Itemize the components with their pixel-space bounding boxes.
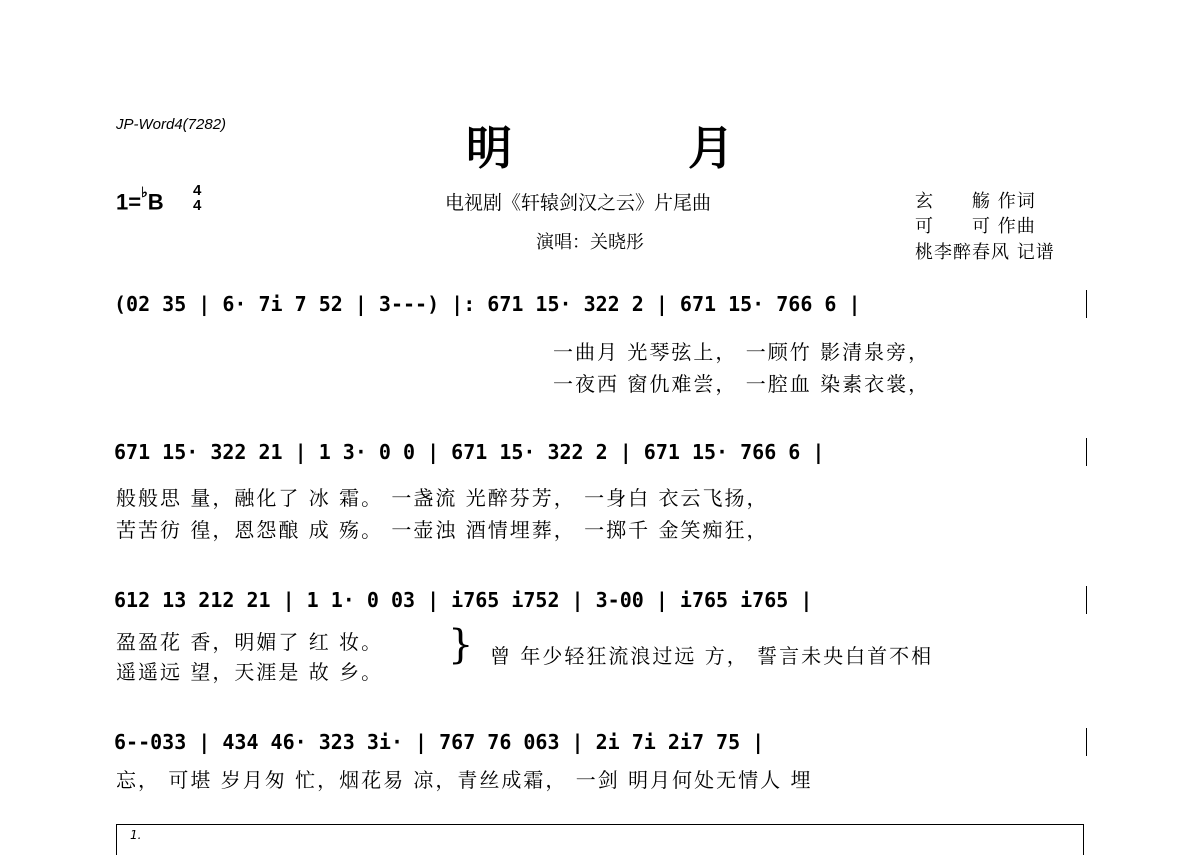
time-signature: 4 4 bbox=[193, 182, 202, 214]
software-label: JP-Word4(7282) bbox=[116, 116, 227, 133]
notes-line-2: 671 15· 322 21 | 1 3· 0 0 | 671 15· 322 2 | 671 15· 766 6 | bbox=[114, 440, 825, 464]
lyric-line-3-right: 曾 年少轻狂流浪过远 方， 誓言未央白首不相 bbox=[490, 644, 934, 668]
lyric-line-1b: 一夜西 窗仇难尝， 一腔血 染素衣裳， bbox=[553, 372, 931, 396]
lyric-line-2b: 苦苦彷 徨，恩怨酿 成 殇。 一壶浊 酒情埋葬， 一掷千 金笑痴狂， bbox=[116, 518, 769, 542]
notes-line-3: 612 13 212 21 | 1 1· 0 03 | i765 i752 | 3-00 | i765 i765 | bbox=[114, 588, 813, 612]
notes-line-4: 6--033 | 434 46· 323 3i· | 767 76 063 | 2i 7i 2i7 75 | bbox=[114, 730, 765, 754]
barline bbox=[1086, 586, 1087, 614]
volta-label: 1. bbox=[130, 828, 142, 842]
barline bbox=[1086, 728, 1087, 756]
lyricist-credit: 玄 觞 作词 bbox=[915, 191, 1036, 212]
transcriber-credit: 桃李醉春风 记谱 bbox=[915, 242, 1055, 263]
key-signature: 1=♭B bbox=[116, 184, 164, 215]
lyric-line-1a: 一曲月 光琴弦上， 一顾竹 影清泉旁， bbox=[553, 340, 931, 364]
lyric-line-2a: 般般思 量，融化了 冰 霜。 一盏流 光醉芬芳， 一身白 衣云飞扬， bbox=[116, 486, 769, 510]
volta-bracket bbox=[116, 824, 1084, 855]
composer-credit: 可 可 作曲 bbox=[915, 216, 1036, 237]
subtitle: 电视剧《轩辕剑汉之云》片尾曲 bbox=[445, 192, 712, 214]
barline bbox=[1086, 290, 1087, 318]
brace-symbol: } bbox=[448, 622, 474, 668]
lyric-line-4: 忘， 可堪 岁月匆 忙，烟花易 凉，青丝成霜， 一剑 明月何处无情人 埋 bbox=[116, 768, 813, 792]
lyric-line-3b: 遥遥远 望，天涯是 故 乡。 bbox=[116, 660, 384, 684]
barline bbox=[1086, 438, 1087, 466]
singer: 演唱：关晓彤 bbox=[536, 232, 644, 253]
lyric-line-3a: 盈盈花 香，明媚了 红 妆。 bbox=[116, 630, 384, 654]
notes-line-1: (02 35 | 6· 7i 7 52 | 3---) |: 671 15· 322 2 | 671 15· 766 6 | bbox=[114, 292, 861, 316]
song-title: 明 月 bbox=[465, 121, 814, 175]
